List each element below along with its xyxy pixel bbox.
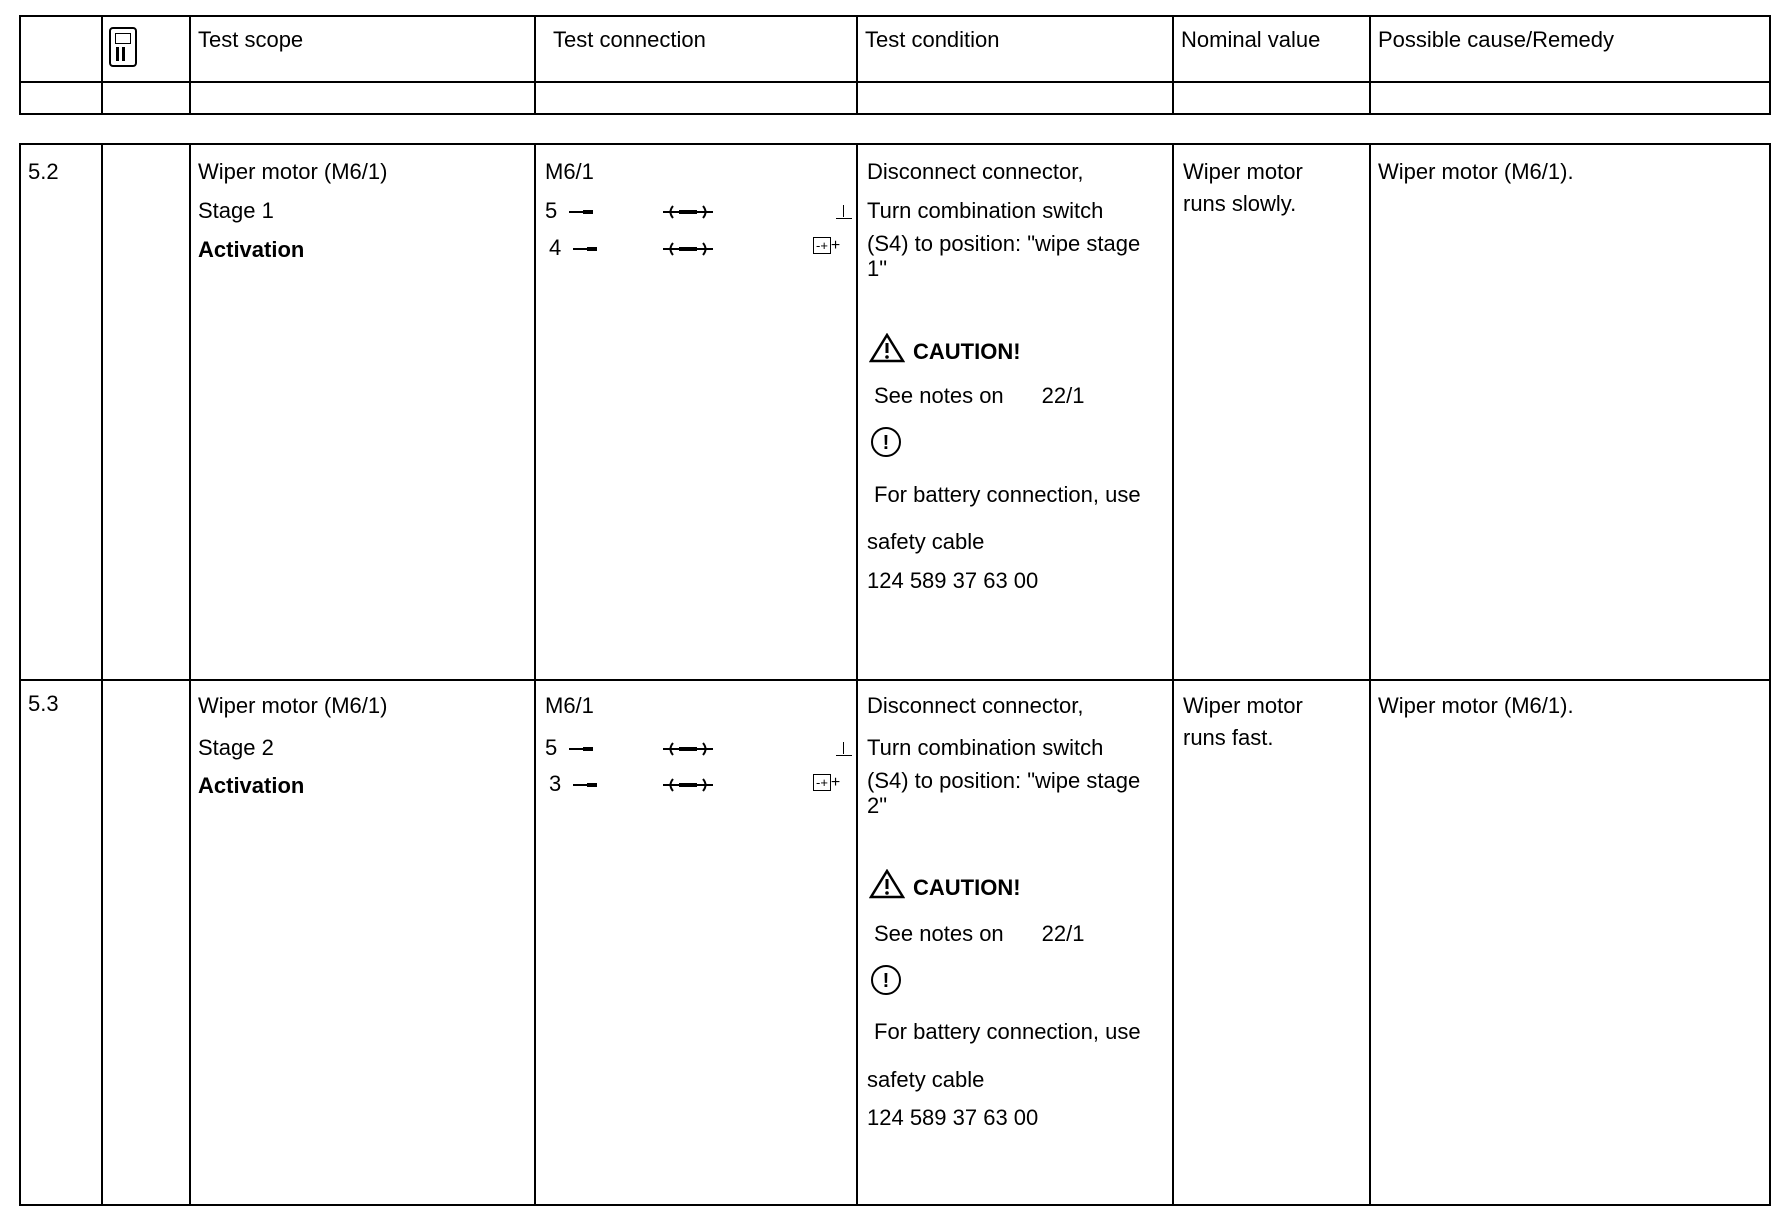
header-nominal-value: Nominal value (1181, 27, 1321, 52)
table-row (19, 679, 1771, 1206)
battery-note: safety cable (867, 1067, 985, 1092)
test-scope-component: Wiper motor (M6/1) (198, 693, 388, 718)
test-scope-stage: Stage 2 (198, 735, 274, 760)
connector-label: M6/1 (545, 693, 594, 718)
pin-number: 3 (549, 771, 562, 796)
nominal-value: Wiper motor (1183, 159, 1303, 184)
connector-label: M6/1 (545, 159, 594, 184)
battery-icon: -+ + (813, 774, 840, 792)
see-notes-ref: 22/1 (1041, 921, 1085, 946)
condition-line: 2" (867, 793, 888, 818)
header-test-connection: Test connection (553, 27, 706, 52)
divider (534, 17, 536, 113)
condition-line: Turn combination switch (867, 735, 1104, 760)
divider (534, 681, 536, 1204)
divider (856, 145, 858, 679)
divider (1369, 681, 1371, 1204)
header-possible-cause: Possible cause/Remedy (1378, 27, 1615, 52)
ground-icon (836, 742, 852, 756)
divider (856, 17, 858, 113)
battery-icon: -+ + (813, 237, 840, 255)
test-scope-type: Activation (198, 237, 305, 262)
divider (534, 145, 536, 679)
divider (1369, 17, 1371, 113)
divider (856, 681, 858, 1204)
see-notes-ref: 22/1 (1041, 383, 1085, 408)
caution-label: CAUTION! (913, 339, 1021, 364)
nominal-value: runs slowly. (1183, 191, 1297, 216)
note-icon-wrap (871, 427, 901, 457)
possible-cause: Wiper motor (M6/1). (1378, 159, 1574, 184)
nominal-value: runs fast. (1183, 725, 1274, 750)
divider (1172, 681, 1174, 1204)
condition-line: (S4) to position: "wipe stage (867, 231, 1141, 256)
header-test-scope: Test scope (198, 27, 304, 52)
battery-note: For battery connection, use (874, 1019, 1141, 1044)
plug-connector-icon (567, 778, 763, 792)
see-notes-label: See notes on (874, 921, 1004, 946)
row-number: 5.3 (28, 691, 59, 716)
ground-icon (836, 205, 852, 219)
condition-line: 1" (867, 256, 888, 281)
note-icon-wrap (871, 965, 901, 995)
plug-connector-icon (563, 742, 763, 756)
battery-note: safety cable (867, 529, 985, 554)
header-table (19, 15, 1771, 115)
condition-line: Disconnect connector, (867, 693, 1084, 718)
pin-connection (549, 235, 763, 261)
condition-line: Turn combination switch (867, 198, 1104, 223)
condition-line: (S4) to position: "wipe stage (867, 768, 1141, 793)
pin-number: 5 (545, 735, 558, 760)
test-scope-component: Wiper motor (M6/1) (198, 159, 388, 184)
divider (101, 681, 103, 1204)
warning-triangle-icon (869, 869, 905, 899)
see-notes (874, 383, 1085, 409)
possible-cause: Wiper motor (M6/1). (1378, 693, 1574, 718)
divider (189, 681, 191, 1204)
see-notes-label: See notes on (874, 383, 1004, 408)
see-notes (874, 921, 1085, 947)
warning-triangle-icon (869, 333, 905, 363)
caution-notice (869, 333, 1021, 365)
table-row (19, 143, 1771, 681)
pin-number: 4 (549, 235, 562, 260)
divider (189, 17, 191, 113)
divider (21, 81, 1769, 83)
plug-connector-icon (563, 205, 763, 219)
pin-connection (545, 735, 763, 761)
pin-connection (549, 771, 763, 797)
header-test-condition: Test condition (865, 27, 1000, 52)
divider (1172, 17, 1174, 113)
divider (189, 145, 191, 679)
caution-label: CAUTION! (913, 875, 1021, 900)
cable-part-number: 124 589 37 63 00 (867, 1105, 1039, 1130)
battery-note: For battery connection, use (874, 482, 1141, 507)
pin-connection (545, 198, 763, 224)
row-number: 5.2 (28, 159, 59, 184)
test-scope-stage: Stage 1 (198, 198, 274, 223)
note-icon: ! (871, 965, 901, 995)
divider (1172, 145, 1174, 679)
note-icon: ! (871, 427, 901, 457)
divider (1369, 145, 1371, 679)
multimeter-icon (109, 27, 137, 67)
condition-line: Disconnect connector, (867, 159, 1084, 184)
divider (101, 145, 103, 679)
divider (101, 17, 103, 113)
test-scope-type: Activation (198, 773, 305, 798)
plug-connector-icon (567, 242, 763, 256)
pin-number: 5 (545, 198, 558, 223)
nominal-value: Wiper motor (1183, 693, 1303, 718)
caution-notice (869, 869, 1021, 901)
cable-part-number: 124 589 37 63 00 (867, 568, 1039, 593)
